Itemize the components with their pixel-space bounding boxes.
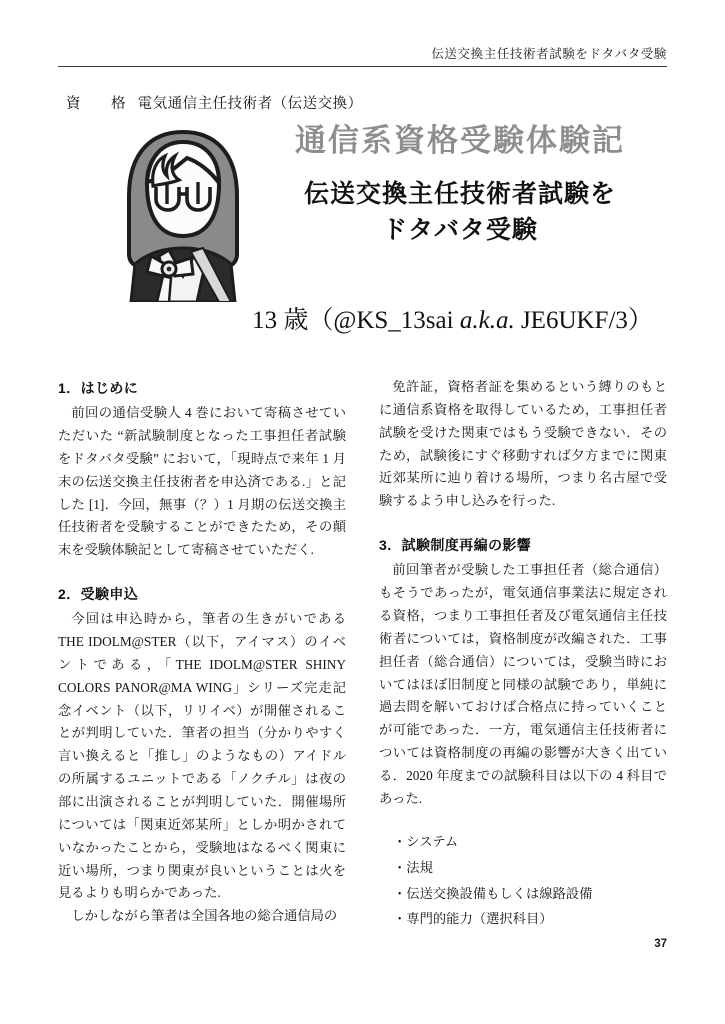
section-2-paragraph-2: しかしながら筆者は全国各地の総合通信局の bbox=[71, 908, 338, 924]
title-block bbox=[250, 122, 670, 249]
header-rule bbox=[58, 66, 667, 67]
exam-subject-list bbox=[379, 829, 667, 933]
article-title-line1: 伝送交換主任技術者試験を bbox=[303, 180, 616, 208]
byline-aka: a.k.a. bbox=[459, 307, 515, 334]
section-heading-1: 1．はじめに bbox=[58, 380, 139, 396]
byline bbox=[230, 300, 675, 336]
section-1-paragraph: 前回の通信受験人 4 巻において寄稿させていただいた “新試験制度となった工事担任者試験をドタバタ受験” において，「現時点で来年 1 月末の伝送交換主任技術者を申込済である.」と記した [1]．今回，無事（？）1 月期の伝送交換主任技術者を受験することができたため，その顛末を受験体験記として寄稿させていただく. bbox=[58, 405, 346, 558]
right-column bbox=[379, 376, 667, 932]
article-title-line2: ドタバタ受験 bbox=[382, 217, 538, 244]
qualification-label: 資 格 bbox=[66, 96, 134, 112]
section-2-paragraph-1: 今回は申込時から，筆者の生きがいである THE IDOLM@STER（以下，アイマス）のイベントである，「THE IDOLM@STER SHINY COLORS PANOR@MA WING」シリーズ完走記念イベント（以下，リリイベ）が開催されることが判明していた．筆者の担当（分かりやすく言い換えると「推し」のようなもの）アイドルの所属するユニットである「ノクチル」は夜の部に出演されることが判明していた．開催場所については「関東近郊某所」としか明かされていなかったことから，受験地はなるべく関東に近い場所，つまり関東が良いということは火を見るよりも明らかであった. bbox=[58, 611, 346, 901]
section-heading-2: 2．受験申込 bbox=[58, 586, 139, 603]
avatar-icon bbox=[107, 126, 259, 302]
qualification-value: 電気通信主任技術者（伝送交換） bbox=[137, 96, 363, 112]
body-columns bbox=[58, 376, 667, 936]
byline-handle-open: （@KS_13sai bbox=[308, 307, 460, 334]
list-item: ・ システム bbox=[393, 829, 667, 855]
list-item: ・ 法規 bbox=[393, 855, 667, 881]
list-item: ・ 伝送交換設備もしくは線路設備 bbox=[393, 881, 667, 907]
continued-paragraph: 免許証，資格者証を集めるという縛りのもとに通信系資格を取得しているため，工事担任者試験を受けた関東ではもう受験できない．そのため，試験後にすぐ移動すれば夕方までに関東近郊某所に辿り着ける場所，つまり名古屋で受験するよう申し込みを行った. bbox=[379, 379, 667, 509]
qualification-kicker bbox=[66, 92, 363, 113]
page-number: 37 bbox=[654, 938, 667, 950]
article-title bbox=[250, 177, 670, 250]
list-item: ・ 専門的能力（選択科目） bbox=[393, 906, 667, 932]
byline-handle-close: JE6UKF/3） bbox=[514, 307, 653, 334]
uniform-body bbox=[131, 248, 235, 302]
running-head: 伝送交換主任技術者試験をドタバタ受験 bbox=[431, 47, 667, 61]
left-column bbox=[58, 376, 346, 928]
section-3-paragraph: 前回筆者が受験した工事担任者（総合通信）もそうであったが，電気通信事業法に規定される資格，つまり工事担任者及び電気通信主任技術者については，資格制度が改編された．工事担任者（総合通信）については，受験当時においてはほぼ旧制度と同様の試験であり，単純に過去問を解いておけば合格点に持っていくことが可能であった．一方，電気通信主任技術者については資格制度の再編の影響が大きく出ている．2020 年度までの試験科目は以下の 4 科目であった. bbox=[379, 562, 667, 806]
byline-age: 13 歳 bbox=[252, 307, 309, 334]
section-heading-3: 3．試験制度再編の影響 bbox=[379, 537, 532, 554]
author-avatar-illustration bbox=[107, 126, 259, 302]
series-title: 通信系資格受験体験記 bbox=[295, 123, 625, 158]
